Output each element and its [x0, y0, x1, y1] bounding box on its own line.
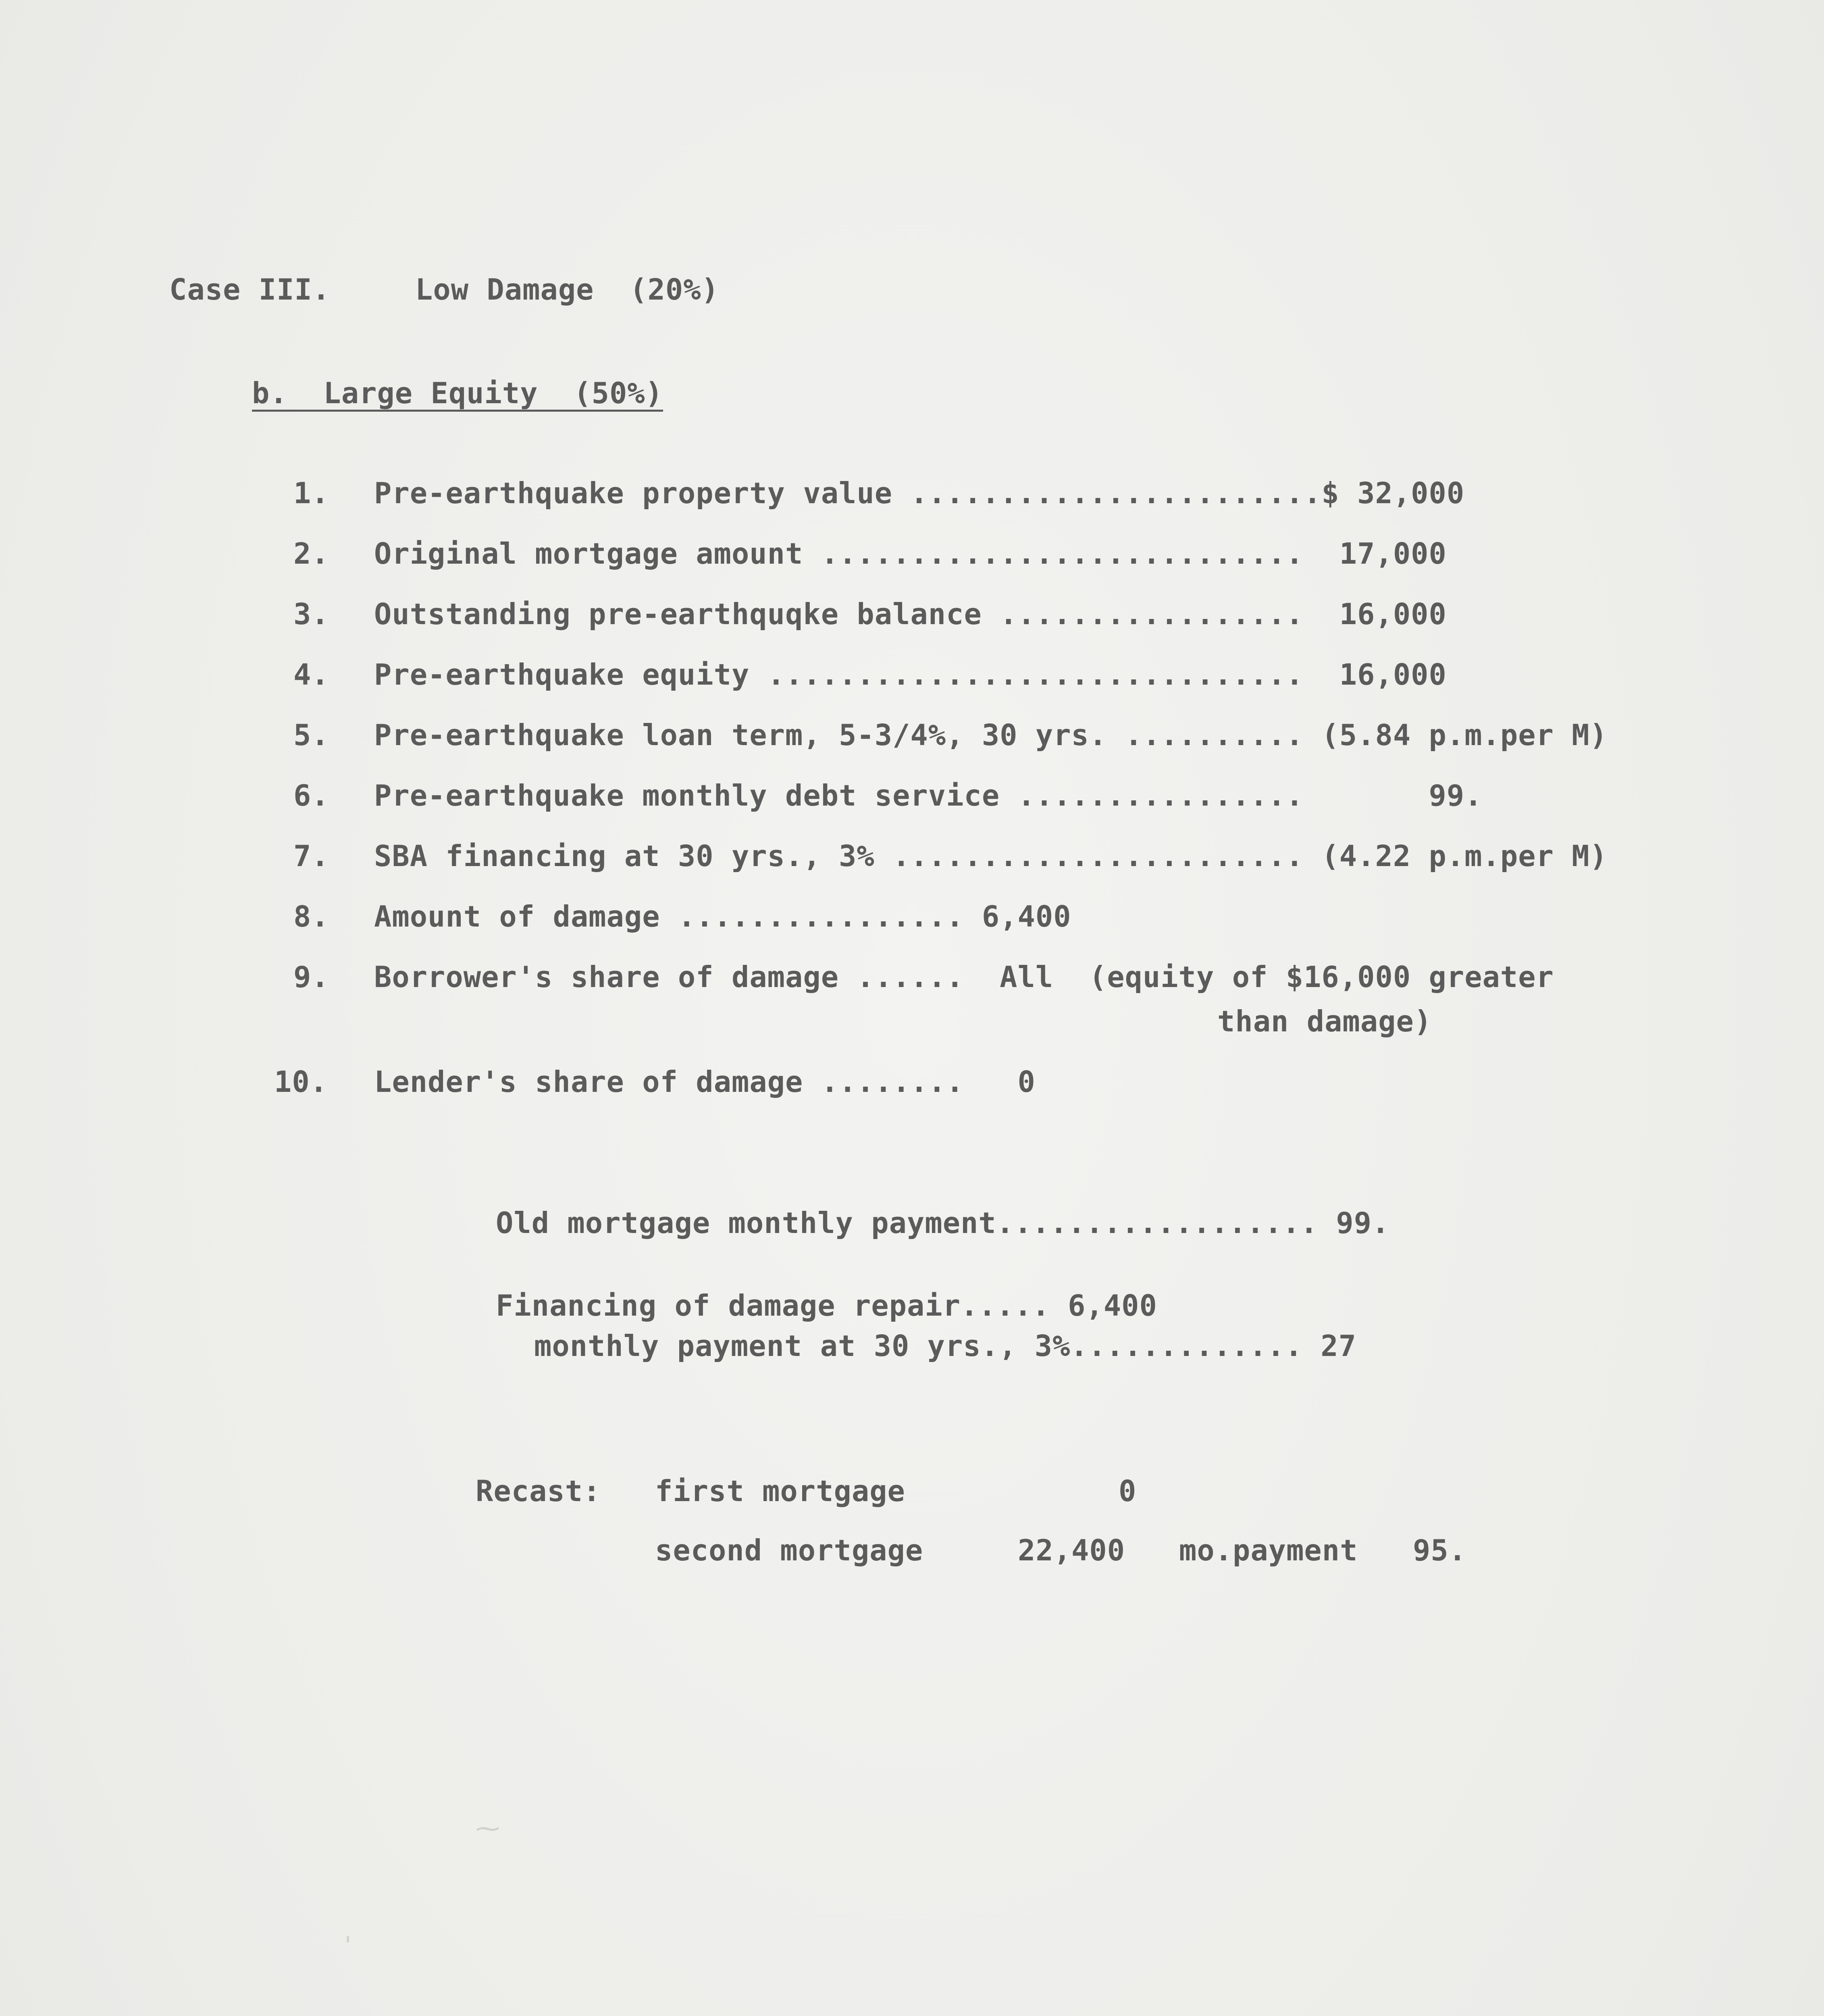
recast-label: Recast: — [476, 1474, 601, 1508]
mo-payment-value: 95. — [1413, 1533, 1467, 1567]
mo-payment-label: mo.payment — [1179, 1533, 1358, 1567]
item-text: Pre-earthquake monthly debt service ................ 99. — [374, 779, 1483, 812]
first-mortgage-label: first mortgage — [655, 1474, 905, 1508]
old-mortgage-payment: Old mortgage monthly payment.................. 99. — [496, 1206, 1390, 1240]
second-mortgage-label: second mortgage — [655, 1533, 923, 1567]
item-number: 3. — [293, 597, 329, 631]
item-number: 9. — [293, 960, 329, 994]
item-text: Amount of damage ................ 6,400 — [374, 900, 1071, 933]
item-text: Lender's share of damage ........ 0 — [374, 1065, 1036, 1099]
first-mortgage-value: 0 — [1119, 1474, 1137, 1508]
case-label: Case III. — [169, 273, 331, 306]
item-number: 5. — [293, 718, 329, 752]
item-text: Pre-earthquake loan term, 5-3/4%, 30 yrs. .......... (5.84 p.m.per M) — [374, 718, 1608, 752]
item-number: 10. — [274, 1065, 328, 1099]
item-number: 7. — [293, 839, 329, 873]
item-number: 8. — [293, 900, 329, 933]
paper-mark: ⁓ — [476, 1814, 500, 1843]
item-number: 4. — [293, 658, 329, 691]
item-text: Outstanding pre-earthquqke balance ................. 16,000 — [374, 597, 1447, 631]
item-text: Pre-earthquake property value .......................$ 32,000 — [374, 476, 1465, 510]
item-text: SBA financing at 30 yrs., 3% ....................... (4.22 p.m.per M) — [374, 839, 1608, 873]
item-number: 6. — [293, 779, 329, 812]
item-text: Original mortgage amount ........................... 17,000 — [374, 537, 1447, 571]
item-text-continuation: than damage) — [1217, 1004, 1432, 1038]
second-mortgage-value: 22,400 — [1018, 1533, 1125, 1567]
financing-monthly-payment: monthly payment at 30 yrs., 3%............. 27 — [534, 1329, 1356, 1363]
subsection-heading: b. Large Equity (50%) — [252, 376, 663, 410]
financing-damage-repair: Financing of damage repair..... 6,400 — [496, 1289, 1157, 1322]
item-text: Pre-earthquake equity .............................. 16,000 — [374, 658, 1447, 691]
item-number: 1. — [293, 476, 329, 510]
item-number: 2. — [293, 537, 329, 571]
paper-mark: ' — [341, 1931, 356, 1960]
case-title: Low Damage (20%) — [415, 273, 719, 306]
item-text: Borrower's share of damage ...... All (equity of $16,000 greater — [374, 960, 1554, 994]
